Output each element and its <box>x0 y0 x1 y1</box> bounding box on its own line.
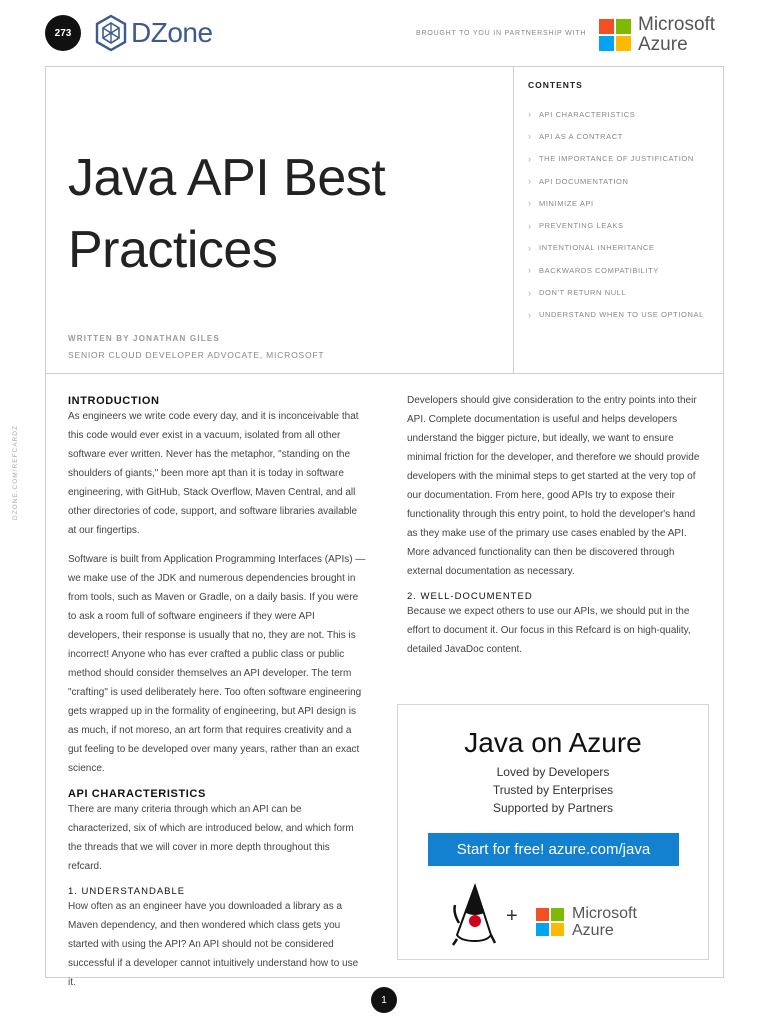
chevron-right-icon: › <box>528 287 532 298</box>
chevron-right-icon: › <box>528 242 532 253</box>
toc-item-api-documentation[interactable] <box>528 170 718 192</box>
azure-wordmark: Azure <box>638 34 688 55</box>
start-for-free-button[interactable]: Start for free! azure.com/java <box>428 833 679 866</box>
toc-item-importance-of-justification[interactable] <box>528 148 718 170</box>
microsoft-wordmark: Microsoft <box>572 905 637 922</box>
microsoft-azure-logo <box>536 905 637 939</box>
ad-tagline: Loved by Developers <box>496 765 610 779</box>
microsoft-wordmark: Microsoft <box>638 14 716 35</box>
ad-tagline: Trusted by Enterprises <box>492 783 614 797</box>
paragraph: Developers should give consideration to the entry points into their API. Complete documentation is useful and helps developers understand the bigger picture, but ideally, we want to ensure minimal friction for the developer, and therefore we should provide developers with the minimal steps to get started at the very top of our documentation. From here, good APIs try to expose their functionality through this entry point, to hold the developer's hand as they make use of the primary use cases enabled by the API. More advanced functionality can then be discovered through external documentation as necessary. <box>407 395 700 577</box>
azure-wordmark: Azure <box>572 922 614 939</box>
paragraph: Software is built from Application Programming Interfaces (APIs) — we make use of the JDK and numerous dependencies brought in from tools, such as Maven or Gradle, on a daily basis. If you were to ask a room full of software engineers if they were API developers, their response is usually that no, they are not. This is incorrect! Anyone who has ever crafted a public class or public method should consider themselves an API developer. The term "crafting" is used deliberately here. Too often software engineering gets wrapped up in the formality of engineering, but API design is as much, if not moreso, an art form that requires creativity and a gut feeling to be developed over many years, rather than an exact science. <box>68 554 366 774</box>
paragraph: How often as an engineer have you downloaded a library as a Maven dependency, and then wondered which class gets you started with using the API? An API should not be considered successful if a developer cannot intuitively understand how to use it. <box>68 901 359 988</box>
toc-item-intentional-inheritance[interactable] <box>528 237 718 259</box>
toc-item-dont-return-null[interactable] <box>528 281 718 303</box>
toc-item-label: INTENTIONAL INHERITANCE <box>539 243 655 253</box>
paragraph: As engineers we write code every day, and it is inconceivable that this code would ever exist in a vacuum, isolated from all other software ever written. Never has the metaphor, "standing on the shoulders of giants," been more apt than it is today in software engineering, with GitHub, Stack Overflow, Maven Central, and all other directories of code, support, and software libraries available at our fingertips. <box>68 411 359 536</box>
toc-item-label: API CHARACTERISTICS <box>539 109 636 119</box>
contents-heading: CONTENTS <box>528 80 583 90</box>
title-line: Practices <box>68 221 278 279</box>
author-byline: WRITTEN BY JONATHAN GILES <box>68 334 220 343</box>
section-heading-api-characteristics: API CHARACTERISTICS <box>68 788 206 800</box>
subheading-understandable: 1. UNDERSTANDABLE <box>68 886 186 897</box>
dzone-hexagon-icon <box>94 14 128 52</box>
table-of-contents <box>528 80 718 326</box>
java-on-azure-ad[interactable] <box>397 704 709 960</box>
toc-item-backwards-compatibility[interactable] <box>528 259 718 281</box>
chevron-right-icon: › <box>528 131 532 142</box>
side-url-label: DZONE.COM/REFCARDZ <box>12 425 19 520</box>
paragraph: Because we expect others to use our APIs, we should put in the effort to document it. Our focus in this Refcard is on high-quality, detailed JavaDoc content. <box>407 606 691 655</box>
toc-item-label: THE IMPORTANCE OF JUSTIFICATION <box>539 154 694 164</box>
page-number: 1 <box>371 987 397 1013</box>
right-column <box>407 391 707 669</box>
java-duke-icon <box>451 883 499 947</box>
toc-item-understand-optional[interactable] <box>528 304 718 326</box>
chevron-right-icon: › <box>528 220 532 231</box>
issue-number-badge: 273 <box>45 15 81 51</box>
section-heading-introduction: INTRODUCTION <box>68 395 160 407</box>
toc-item-label: API DOCUMENTATION <box>539 176 629 186</box>
page-title <box>68 142 498 286</box>
chevron-right-icon: › <box>528 176 532 187</box>
toc-item-api-characteristics[interactable] <box>528 103 718 125</box>
dzone-wordmark: DZone <box>131 17 213 48</box>
chevron-right-icon: › <box>528 153 532 164</box>
contents-divider <box>513 67 514 373</box>
toc-item-label: API AS A CONTRACT <box>539 131 623 141</box>
divider <box>45 373 724 374</box>
toc-item-label: DON'T RETURN NULL <box>539 288 627 298</box>
partnership-text: BROUGHT TO YOU IN PARTNERSHIP WITH <box>416 30 587 37</box>
toc-item-label: BACKWARDS COMPATIBILITY <box>539 265 659 275</box>
paragraph: There are many criteria through which an API can be characterized, six of which are introduced below, and which form the threads that we will cover in more depth throughout this refcard. <box>68 804 354 872</box>
chevron-right-icon: › <box>528 198 532 209</box>
toc-item-api-as-a-contract[interactable] <box>528 125 718 147</box>
microsoft-grid-icon <box>599 19 631 51</box>
subheading-well-documented: 2. WELL-DOCUMENTED <box>407 591 533 602</box>
dzone-logo[interactable] <box>94 12 224 54</box>
toc-item-preventing-leaks[interactable] <box>528 214 718 236</box>
plus-sign: + <box>506 905 518 927</box>
chevron-right-icon: › <box>528 109 532 120</box>
ad-title: Java on Azure <box>464 727 642 758</box>
toc-item-label: MINIMIZE API <box>539 198 594 208</box>
ad-tagline: Supported by Partners <box>492 801 614 815</box>
title-line: Java API Best <box>68 149 386 207</box>
toc-item-minimize-api[interactable] <box>528 192 718 214</box>
chevron-right-icon: › <box>528 309 532 320</box>
chevron-right-icon: › <box>528 265 532 276</box>
toc-item-label: PREVENTING LEAKS <box>539 221 624 231</box>
left-column <box>68 392 366 1002</box>
microsoft-azure-logo[interactable] <box>599 15 715 55</box>
author-role: SENIOR CLOUD DEVELOPER ADVOCATE, MICROSOFT <box>68 350 325 360</box>
toc-item-label: UNDERSTAND WHEN TO USE OPTIONAL <box>539 310 704 320</box>
microsoft-grid-icon <box>536 908 564 936</box>
